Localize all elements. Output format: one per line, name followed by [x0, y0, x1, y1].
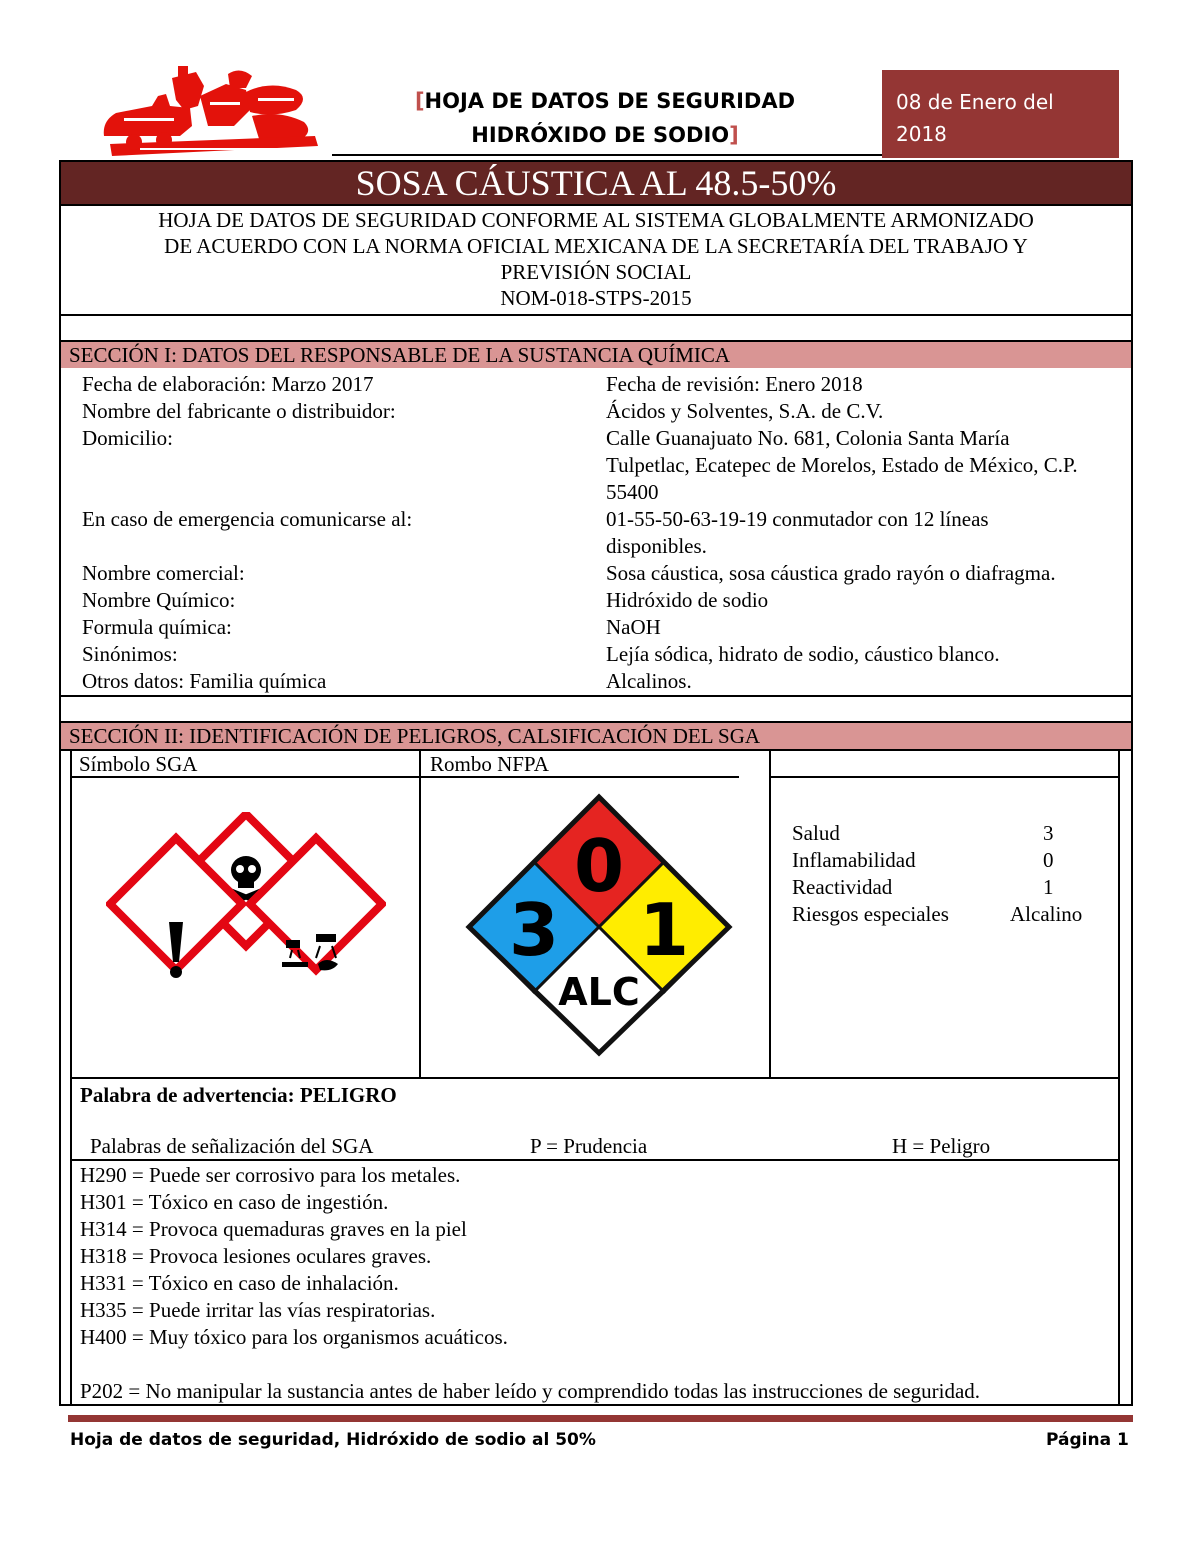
date-text: 08 de Enero del 2018	[896, 90, 1054, 146]
nfpa-label: Inflamabilidad	[792, 848, 916, 872]
field-value: Hidróxido de sodio	[606, 588, 769, 612]
hazard-statement: H400 = Muy tóxico para los organismos acuáticos.	[80, 1325, 508, 1349]
company-logo	[100, 66, 322, 158]
hazard-statement: H331 = Tóxico en caso de inhalación.	[80, 1271, 399, 1295]
field-value: 01-55-50-63-19-19 conmutador con 12 líneas disponibles.	[606, 507, 989, 558]
hazard-statement: H301 = Tóxico en caso de ingestión.	[80, 1190, 389, 1214]
title-line-1: HOJA DE DATOS DE SEGURIDAD	[424, 89, 796, 113]
date-badge	[882, 70, 1119, 158]
signal-label-sga: Palabras de señalización del SGA	[90, 1134, 374, 1158]
nfpa-flammability: 0	[573, 824, 625, 908]
nfpa-label: Salud	[792, 821, 840, 845]
field-label: En caso de emergencia comunicarse al:	[82, 507, 413, 531]
document-title	[330, 84, 880, 152]
precaution-statement: P202 = No manipular la sustancia antes de haber leído y comprendido todas las instrucciones de seguridad.	[80, 1379, 981, 1403]
nfpa-diamond	[460, 793, 738, 1057]
signal-word: Palabra de advertencia: PELIGRO	[80, 1083, 397, 1107]
divider	[70, 1159, 1120, 1161]
grid-line	[70, 751, 72, 1079]
nfpa-health: 3	[508, 888, 560, 972]
hazard-statement: H335 = Puede irritar las vías respiratorias.	[80, 1298, 436, 1322]
compliance-line: NOM-018-STPS-2015	[500, 286, 692, 310]
divider	[61, 695, 1131, 697]
field-label: Nombre Químico:	[82, 588, 236, 612]
grid-line	[419, 751, 421, 1079]
compliance-statement	[61, 207, 1131, 311]
hazard-statements	[80, 1162, 1110, 1405]
compliance-line: PREVISIÓN SOCIAL	[500, 260, 692, 284]
product-title: SOSA CÁUSTICA AL 48.5-50%	[61, 162, 1131, 204]
nfpa-value: 0	[1043, 848, 1054, 872]
hazard-statement: H290 = Puede ser corrosivo para los metales.	[80, 1163, 461, 1187]
field-value: Alcalinos.	[606, 669, 692, 693]
field-value: Lejía sódica, hidrato de sodio, cáustico blanco.	[606, 642, 1000, 666]
signal-label-danger: H = Peligro	[892, 1134, 991, 1158]
page-number: Página 1	[1046, 1430, 1129, 1450]
title-line-2: HIDRÓXIDO DE SODIO	[471, 123, 730, 147]
column-header-sga: Símbolo SGA	[79, 752, 198, 776]
divider	[61, 204, 1131, 206]
field-value: Ácidos y Solventes, S.A. de C.V.	[606, 399, 884, 423]
field-value: Sosa cáustica, sosa cáustica grado rayón o diafragma.	[606, 561, 1056, 585]
field-label: Formula química:	[82, 615, 232, 639]
field-label: Nombre del fabricante o distribuidor:	[82, 399, 396, 423]
field-label: Otros datos: Familia química	[82, 669, 327, 693]
nfpa-reactivity: 1	[638, 888, 690, 972]
divider	[769, 776, 1119, 778]
field-label: Sinónimos:	[82, 642, 178, 666]
hazard-statement: H318 = Provoca lesiones oculares graves.	[80, 1244, 432, 1268]
divider	[70, 1077, 1120, 1079]
signal-label-prudence: P = Prudencia	[530, 1134, 648, 1158]
section-1-title: SECCIÓN I: DATOS DEL RESPONSABLE DE LA SUSTANCIA QUÍMICA	[61, 342, 1131, 368]
nfpa-value: 1	[1043, 875, 1054, 899]
footer-rule	[68, 1415, 1133, 1422]
compliance-line: HOJA DE DATOS DE SEGURIDAD CONFORME AL SISTEMA GLOBALMENTE ARMONIZADO	[158, 208, 1034, 232]
field-label: Nombre comercial:	[82, 561, 245, 585]
grid-line	[70, 1079, 72, 1406]
field-value: Fecha de revisión: Enero 2018	[606, 372, 863, 396]
hazard-statement: H314 = Provoca quemaduras graves en la piel	[80, 1217, 467, 1241]
header-rule	[332, 154, 882, 156]
divider	[61, 314, 1131, 316]
field-label: Fecha de elaboración: Marzo 2017	[82, 372, 374, 396]
grid-line	[769, 751, 771, 1079]
divider	[61, 749, 1131, 751]
compliance-line: DE ACUERDO CON LA NORMA OFICIAL MEXICANA DE LA SECRETARÍA DEL TRABAJO Y	[164, 234, 1028, 258]
nfpa-value: Alcalino	[1010, 902, 1083, 926]
nfpa-label: Reactividad	[792, 875, 893, 899]
nfpa-label: Riesgos especiales	[792, 902, 949, 926]
footer-document-name: Hoja de datos de seguridad, Hidróxido de sodio al 50%	[70, 1430, 596, 1450]
field-value: Calle Guanajuato No. 681, Colonia Santa María Tulpetlac, Ecatepec de Morelos, Estado de México, C.P. 55400	[606, 426, 1078, 504]
column-header-nfpa: Rombo NFPA	[430, 752, 549, 776]
bracket-open: [	[414, 89, 425, 113]
field-label: Domicilio:	[82, 426, 173, 450]
nfpa-value: 3	[1043, 821, 1054, 845]
nfpa-special: ALC	[558, 970, 640, 1014]
ghs-pictograms	[106, 812, 386, 992]
section-2-title: SECCIÓN II: IDENTIFICACIÓN DE PELIGROS, CALSIFICACIÓN DEL SGA	[61, 723, 1131, 749]
field-value: NaOH	[606, 615, 661, 639]
bracket-close: ]	[729, 123, 739, 147]
